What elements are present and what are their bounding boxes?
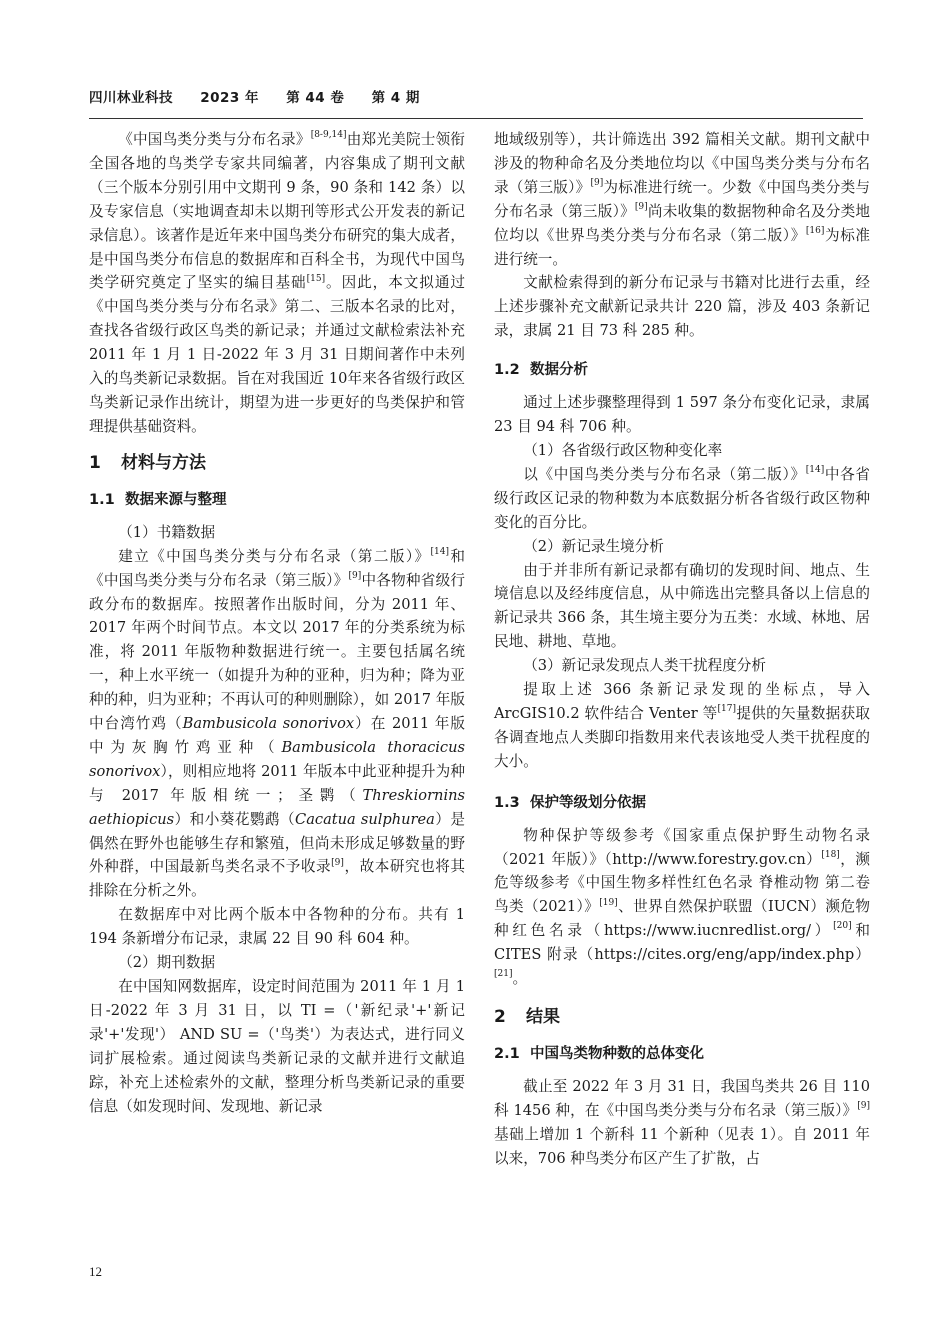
item-habitat: （2）新记录生境分析 [523,537,664,555]
citation[interactable]: [9] [331,857,344,868]
citation[interactable]: [9] [634,201,648,212]
citation[interactable]: [21] [494,969,513,980]
journal-continued-paragraph: 地域级别等），共计筛选出 392 篇相关文献。期刊文献中涉及的物种命名及分类地位均以《中国鸟类分类与分布名录（第三版）》[9]为标准进行统一。少数《中国鸟类分类与分布名录（第三版）》[9]尚未收集的数据物种命名及分类地位均以《世界鸟类分类与分布名录（第二版）》[16]为标准进行统一。 [494,131,870,268]
journal-data-paragraph: 在中国知网数据库，设定时间范围为 2011 年 1 月 1 日-2022 年 3 月 31 日，以 TI =（'新纪录'+'新记录'+'发现'） AND SU =（'鸟类'）为表达式，进行同义词扩展检索。通过阅读鸟类新记录的文献并进行文献追踪，补充上述检索外的文献，整理分析鸟类新记录的重要信息（如发现时间、发现地、新记录 [89,978,465,1115]
left-column [89,128,465,1118]
citation[interactable]: [9] [348,570,362,581]
section-heading-2-1: 2.1 中国鸟类物种数的总体变化 [494,1046,704,1062]
citation[interactable]: [8-9,14] [310,130,347,141]
change-rate-paragraph: 以《中国鸟类分类与分布名录（第二版）》[14]中各省级行政区记录的物种数为本底数据分析各省级行政区物种变化的百分比。 [494,465,870,531]
citation[interactable]: [19] [599,897,618,908]
section-heading-1-2: 1.2 数据分析 [494,362,588,379]
citation[interactable]: [17] [717,704,737,715]
section-heading-2: 2 结果 [494,1007,560,1027]
species-change-paragraph: 截止至 2022 年 3 月 31 日，我国鸟类共 26 目 110 科 1456 种，在《中国鸟类分类与分布名录（第三版）》[9]基础上增加 1 个新科 11 个新种（见表 1）。自 2011 年以来，706 种鸟类分布区产生了扩散，占 [494,1078,870,1167]
book-data-paragraph: 建立《中国鸟类分类与分布名录（第二版）》[14]和《中国鸟类分类与分布名录（第三版）》[9]中各物种省级行政分布的数据库。按照著作出版时间，分为 2011 年、2017 年两个时间节点。本文以 2017 年的分类系统为标准，将 2011 年版物种数据进行统一。主要包括属名统一，种上水平统一（如提升为种的亚种，归为种；降为亚种的种，归为亚种；不再认可的种则删除），如 2017 年版中台湾竹鸡（Bambusicola sonorivox）在 2011 年版中为灰胸竹鸡亚种（Bambusicola thoracicus sonorivox），则相应地将 2011 年版本中此亚种提升为种与 2017 年版相统一；圣鹮（Threskiornins aethiopicus）和小葵花鹦鹉（Cacatua sulphurea）是偶然在野外也能够生存和繁殖，但尚未形成足够数量的野外种群，中国最新鸟类名录不予收录[9]，故本研究也将其排除在分析之外。 [89,546,465,900]
item-book-data: （1）书籍数据 [118,523,216,541]
disturbance-paragraph: 提取上述 366 条新记录发现的坐标点，导入 ArcGIS10.2 软件结合 Venter 等[17]提供的矢量数据获取各调查地点人类脚印指数用来代表该地受人类干扰程度的大小。 [494,681,870,770]
running-head [89,86,442,106]
habitat-paragraph: 由于并非所有新记录都有确切的发现时间、地点、生境信息以及经纬度信息，从中筛选出完整具备以上信息的新记录共 366 条，其生境主要分为五类：水域、林地、居民地、耕地、草地。 [494,561,870,651]
citation[interactable]: [16] [805,225,825,236]
citation[interactable]: [14] [805,465,825,476]
species-name: Cacatua sulphurea [295,810,435,828]
right-column [494,128,870,1171]
item-change-rate: （1）各省级行政区物种变化率 [523,441,723,459]
protection-level-paragraph: 物种保护等级参考《国家重点保护野生动物名录（2021 年版）》（http://www.forestry.gov.cn）[18]，濒危等级参考《中国生物多样性红色名录 脊椎动物 第二卷 鸟类（2021）》[19]、世界自然保护联盟（IUCN）濒危物种红色名录（https://www.iucnredlist.org/）[20]和CITES 附录（https://cites.org/eng/app/index.php）[21]。 [494,826,870,988]
citation[interactable]: [14] [430,546,450,557]
item-disturbance: （3）新记录发现点人类干扰程度分析 [523,657,766,675]
header-rule [89,118,863,119]
citation[interactable]: [20] [833,921,852,932]
citation[interactable]: [18] [821,849,840,860]
journal-issue: 第 4 期 [371,90,420,106]
species-name: Bambusicola sonorivox [182,715,355,733]
comparison-paragraph: 在数据库中对比两个版本中各物种的分布。共有 1 194 条新增分布记录，隶属 22 目 90 科 604 种。 [89,906,465,948]
section-heading-1-1: 1.1 数据来源与整理 [89,491,227,508]
dedup-paragraph: 文献检索得到的新分布记录与书籍对比进行去重，经上述步骤补充文献新记录共计 220 篇，涉及 403 条新记录，隶属 21 目 73 科 285 种。 [494,274,870,340]
species-name: Threskiornins aethiopicus [89,786,465,828]
section-heading-1: 1 材料与方法 [89,452,206,473]
journal-year: 2023 年 [200,90,259,106]
page-number: 12 [89,1264,102,1279]
species-name: Bambusicola thoracicus sonorivox [89,738,465,780]
section-heading-1-3: 1.3 保护等级划分依据 [494,794,646,811]
citation[interactable]: [15] [306,273,326,284]
citation[interactable]: [9] [857,1101,870,1112]
journal-volume: 第 44 卷 [286,90,345,106]
analysis-summary-paragraph: 通过上述步骤整理得到 1 597 条分布变化记录，隶属 23 目 94 科 706 种。 [494,394,870,436]
citation[interactable]: [9] [590,177,604,188]
journal-name: 四川林业科技 [89,90,173,106]
intro-paragraph: 《中国鸟类分类与分布名录》[8-9,14]由郑光美院士领衔全国各地的鸟类学专家共同编著，内容集成了期刊文献（三个版本分别引用中文期刊 9 条，90 条和 142 条）以及专家信息（实地调查却未以期刊等形式公开发表的新记录信息）。该著作是近年来中国鸟类分布研究的集大成者，是中国鸟类分布信息的数据库和百科全书，为现代中国鸟类学研究奠定了坚实的编目基础[15]。因此，本文拟通过《中国鸟类分类与分布名录》第二、三版本名录的比对，查找各省级行政区鸟类的新记录；并通过文献检索法补充 2011 年 1 月 1 日-2022 年 3 月 31 日期间著作中未列入的鸟类新记录数据。旨在对我国近 10年来各省级行政区鸟类新记录作出统计，期望为进一步更好的鸟类保护和管理提供基础资料。 [89,130,465,435]
item-journal-data: （2）期刊数据 [118,954,216,972]
